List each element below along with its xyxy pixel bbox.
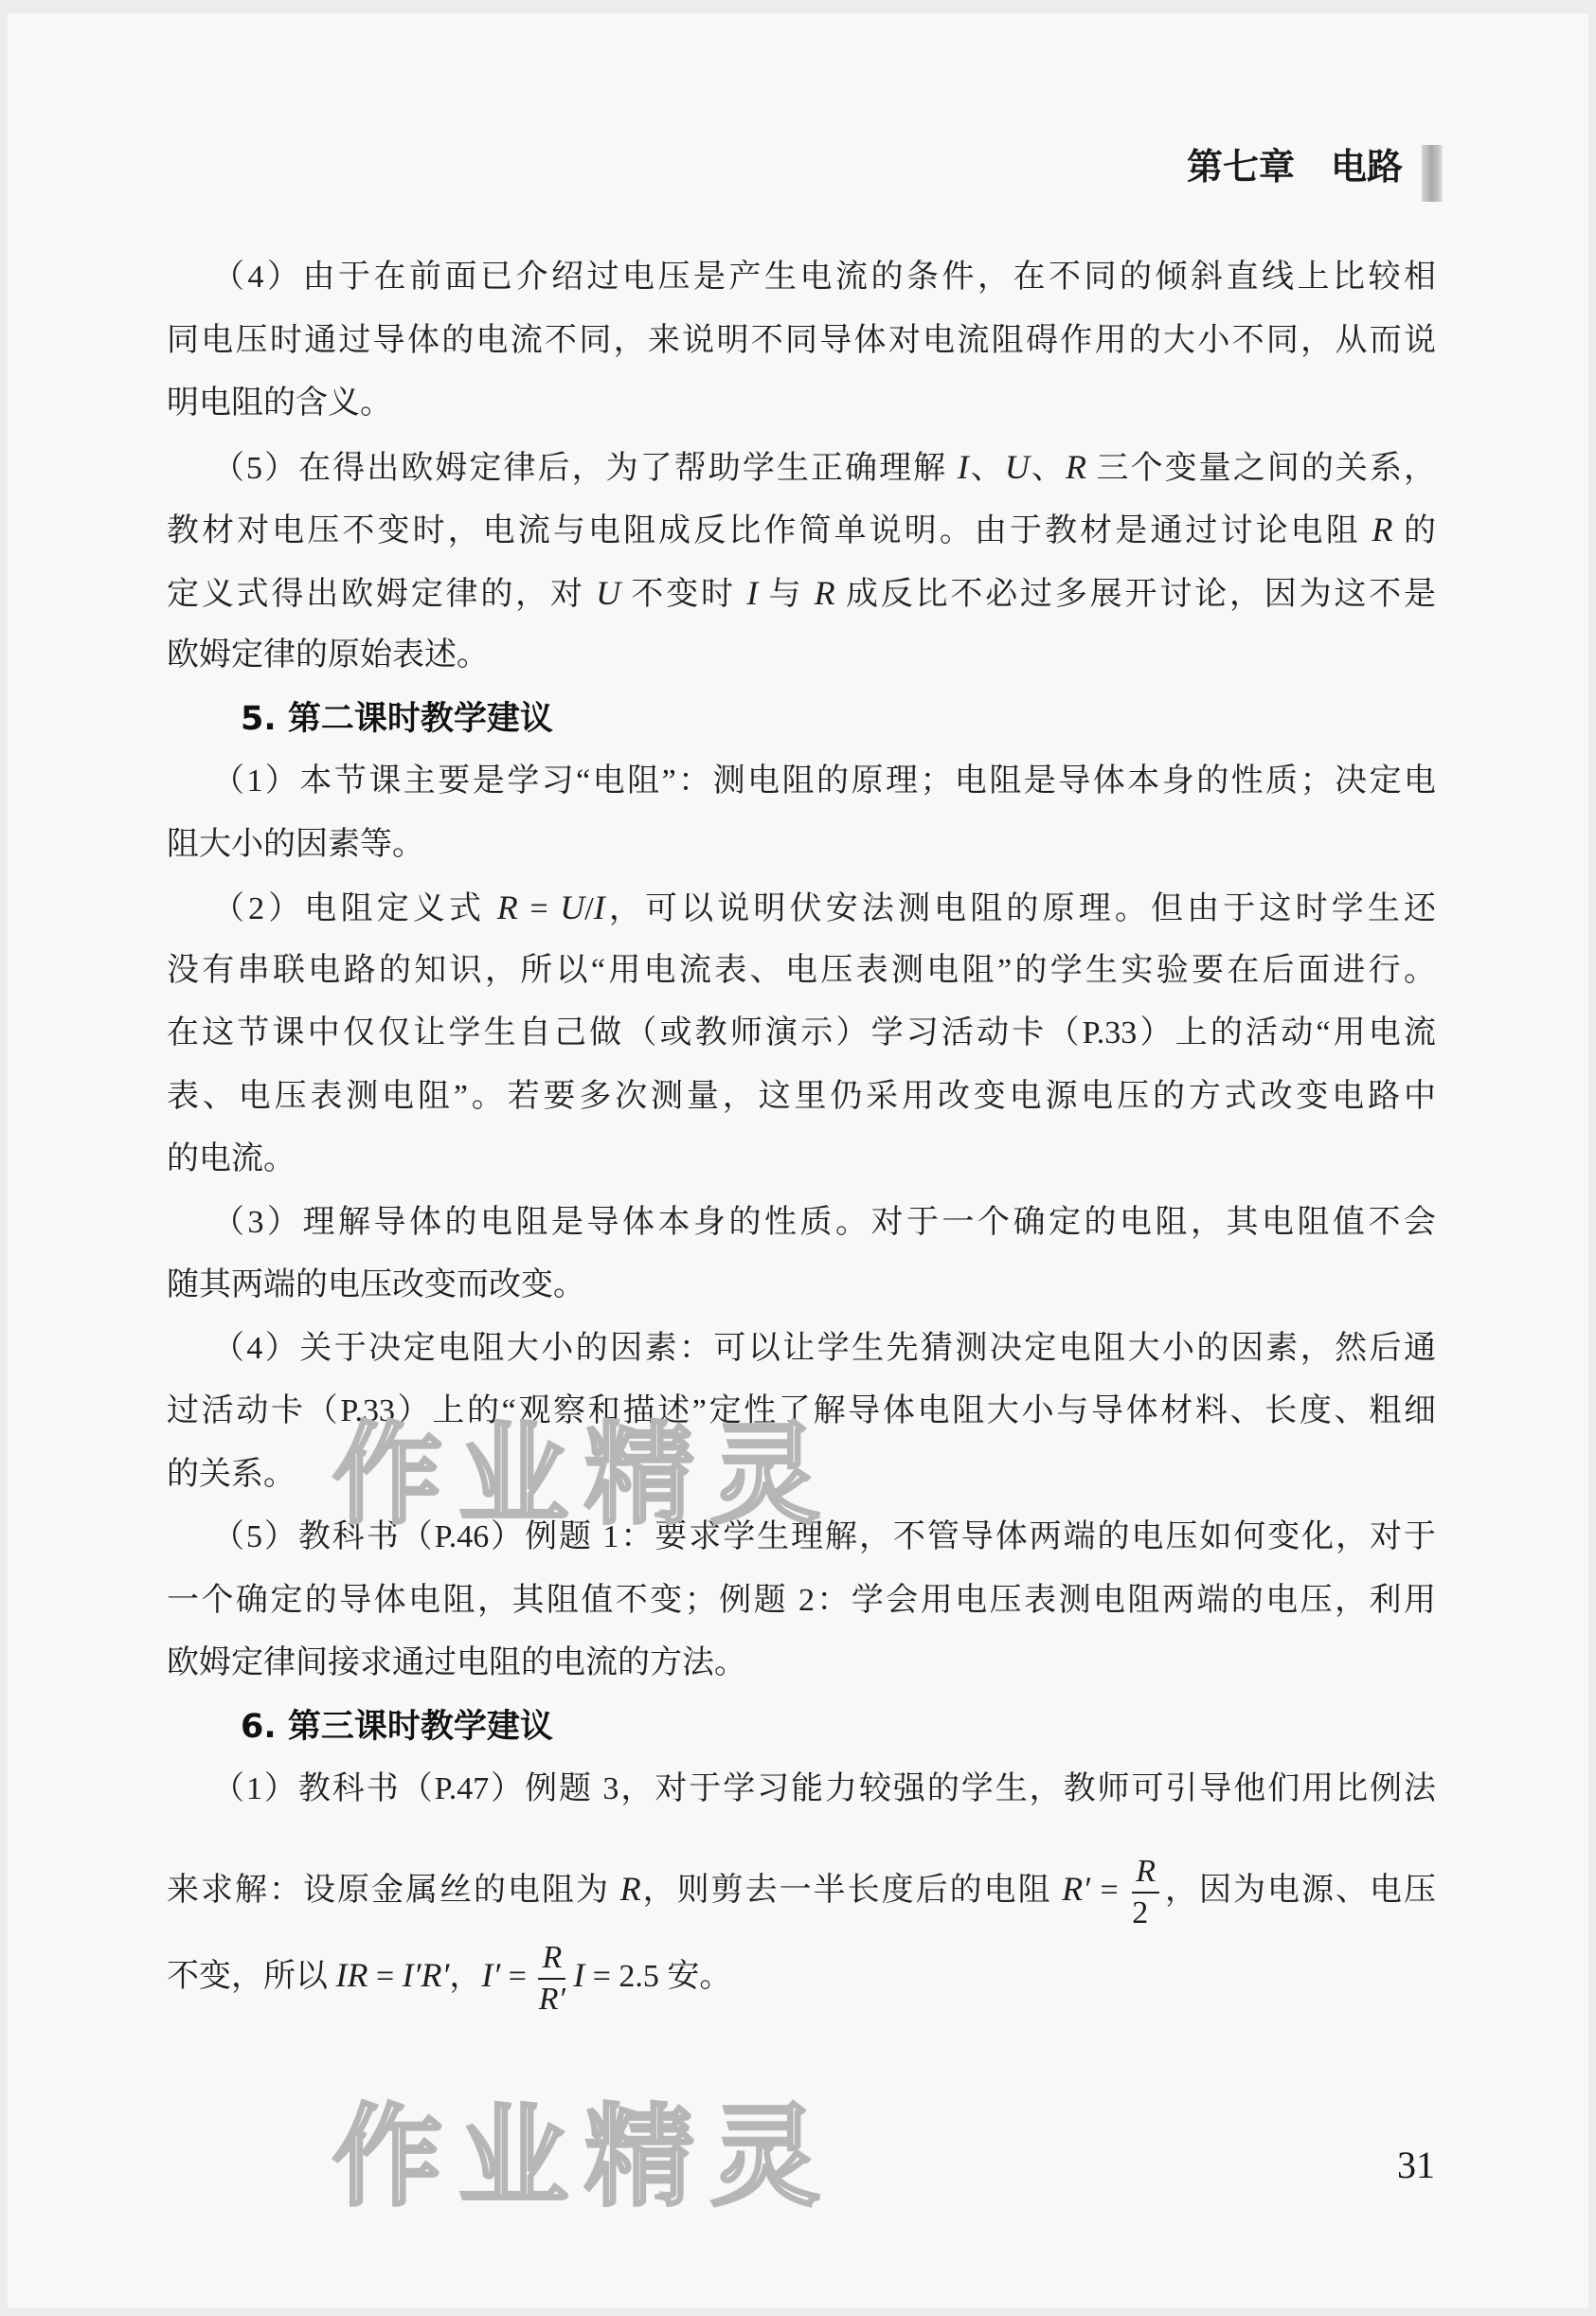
- text-run: 不变时: [620, 576, 747, 612]
- watermark: 作业精灵: [332, 2093, 836, 2221]
- text-run: =: [517, 891, 561, 926]
- body-text: [167, 246, 1436, 2015]
- fraction-R-over-R-prime: [538, 1940, 565, 2018]
- paragraph-4: [167, 246, 1436, 436]
- paragraph-line: 同电压时通过导体的电流不同，来说明不同导体对电流阻碍作用的大小不同，从而说: [167, 322, 1436, 358]
- text-run: ，可以说明伏安法测电阻的原理。但由于这时学生还: [604, 891, 1437, 926]
- section-heading-6: 6. 第三课时教学建议: [241, 1707, 553, 1746]
- paragraph-line: （3）理解导体的电阻是导体本身的性质。对于一个确定的电阻，其电阻值不会: [212, 1204, 1436, 1240]
- paragraph-line: （4）由于在前面已介绍过电压是产生电流的条件，在不同的倾斜直线上比较相: [212, 260, 1436, 295]
- text-run: 成反比不必过多展开讨论，因为这不是: [834, 576, 1437, 612]
- text-run: ，: [449, 1958, 482, 1994]
- variable-I: I: [746, 573, 759, 612]
- paragraph-s5-3: [167, 1192, 1436, 1318]
- paragraph-line: 阻大小的因素等。: [167, 826, 424, 862]
- text-run: ，则剪去一半长度后的电阻: [640, 1872, 1063, 1908]
- text-run: ，因为电源、电压: [1162, 1872, 1437, 1908]
- variable-R: R: [814, 573, 835, 612]
- paragraph-line: 表、电压表测电阻”。若要多次测量，这里仍采用改变电源电压的方式改变电路中: [167, 1078, 1436, 1114]
- paragraph-line: （1）本节课主要是学习“电阻”：测电阻的原理；电阻是导体本身的性质；决定电: [212, 763, 1436, 799]
- fraction-R-over-2: [1132, 1854, 1159, 1931]
- running-header: [1187, 143, 1403, 190]
- variable-U: U: [596, 573, 621, 612]
- text-run: /: [584, 891, 594, 926]
- paragraph-line: [167, 562, 1436, 625]
- paragraph-line: 欧姆定律的原始表述。: [167, 637, 489, 673]
- variable-U: U: [1004, 447, 1030, 486]
- text-run: = 2.5 安。: [584, 1958, 732, 1994]
- variable-R: R: [1065, 447, 1086, 486]
- section-heading-5: 5. 第二课时教学建议: [241, 699, 553, 738]
- text-run: 的: [1392, 513, 1437, 548]
- paragraph-line: 一个确定的导体电阻，其阻值不变；例题 2：学会用电压表测电阻两端的电压，利用: [167, 1582, 1436, 1618]
- chapter-thumb-tab: [1422, 145, 1443, 202]
- paragraph-line: [167, 498, 1436, 562]
- text-run: 与: [758, 576, 815, 612]
- variable-I: I: [573, 1955, 585, 1994]
- paragraph-line: 欧姆定律间接求通过电阻的电流的方法。: [167, 1645, 746, 1680]
- paragraph-line: 随其两端的电压改变而改变。: [167, 1267, 585, 1302]
- paragraph-line: [167, 876, 1436, 940]
- paragraph-line: [167, 1936, 1436, 2015]
- paragraph-s5-2: [167, 876, 1436, 1192]
- text-run: （5）在得出欧姆定律后，为了帮助学生正确理解: [212, 450, 958, 486]
- text-run: （2）电阻定义式: [212, 891, 497, 926]
- text-run: =: [500, 1958, 535, 1994]
- variable-R: R: [496, 889, 518, 926]
- variable-I: I: [593, 889, 605, 926]
- paragraph-line: 在这节课中仅仅让学生自己做（或教师演示）学习活动卡（P.33）上的活动“用电流: [167, 1015, 1436, 1050]
- paragraph-line: （5）教科书（P.46）例题 1：要求学生理解，不管导体两端的电压如何变化，对于: [212, 1519, 1436, 1554]
- fraction-denominator: 2: [1132, 1894, 1149, 1930]
- paragraph-line: 没有串联电路的知识，所以“用电流表、电压表测电阻”的学生实验要在后面进行。: [167, 952, 1436, 988]
- paragraph-line: 的电流。: [167, 1141, 296, 1176]
- text-run: 不变，所以: [167, 1958, 336, 1994]
- text-run: 来求解：设原金属丝的电阻为: [167, 1872, 620, 1908]
- paragraph-line: 过活动卡（P.33）上的“观察和描述”定性了解导体电阻大小与导体材料、长度、粗细: [167, 1393, 1436, 1428]
- variable-R: R: [619, 1869, 641, 1908]
- fraction-numerator: R: [538, 1940, 565, 1980]
- variable-U: U: [560, 889, 585, 926]
- paragraph-s5-1: [167, 750, 1436, 876]
- variable-I-prime: I′: [481, 1955, 501, 1994]
- watermark: 作业精灵: [332, 1411, 836, 1539]
- text-run: 、: [1029, 450, 1066, 486]
- fraction-numerator: R: [1132, 1854, 1159, 1894]
- paragraph-s6-1: [167, 1758, 1436, 2015]
- text-run: 教材对电压不变时，电流与电阻成反比作简单说明。由于教材是通过讨论电阻: [167, 513, 1372, 548]
- text-run: =: [1090, 1872, 1129, 1908]
- paragraph-line: 明电阻的含义。: [167, 386, 392, 421]
- text-run: 、: [968, 450, 1005, 486]
- variable-R-prime: R′: [1062, 1869, 1090, 1908]
- paragraph-line: [167, 436, 1436, 499]
- paragraph-line: （4）关于决定电阻大小的因素：可以让学生先猜测决定电阻大小的因素，然后通: [212, 1330, 1436, 1366]
- page-number: 31: [1397, 2144, 1435, 2186]
- fraction-denominator: R′: [538, 1981, 565, 2017]
- chapter-title: 第七章 电路: [1186, 145, 1403, 188]
- paragraph-line: [167, 1850, 1436, 1929]
- paragraph-line: 的关系。: [167, 1456, 296, 1492]
- variable-R: R: [1372, 511, 1393, 548]
- paragraph-line: （1）教科书（P.47）例题 3，对于学习能力较强的学生，教师可引导他们用比例法: [212, 1771, 1436, 1806]
- text-run: =: [368, 1958, 403, 1994]
- paragraph-5: [167, 436, 1436, 688]
- variable-I: I: [957, 447, 969, 486]
- variable-I-prime-R-prime: I′R′: [402, 1955, 450, 1994]
- variable-IR: IR: [335, 1955, 368, 1994]
- text-run: 三个变量之间的关系，: [1085, 450, 1437, 486]
- text-run: 定义式得出欧姆定律的，对: [167, 576, 597, 612]
